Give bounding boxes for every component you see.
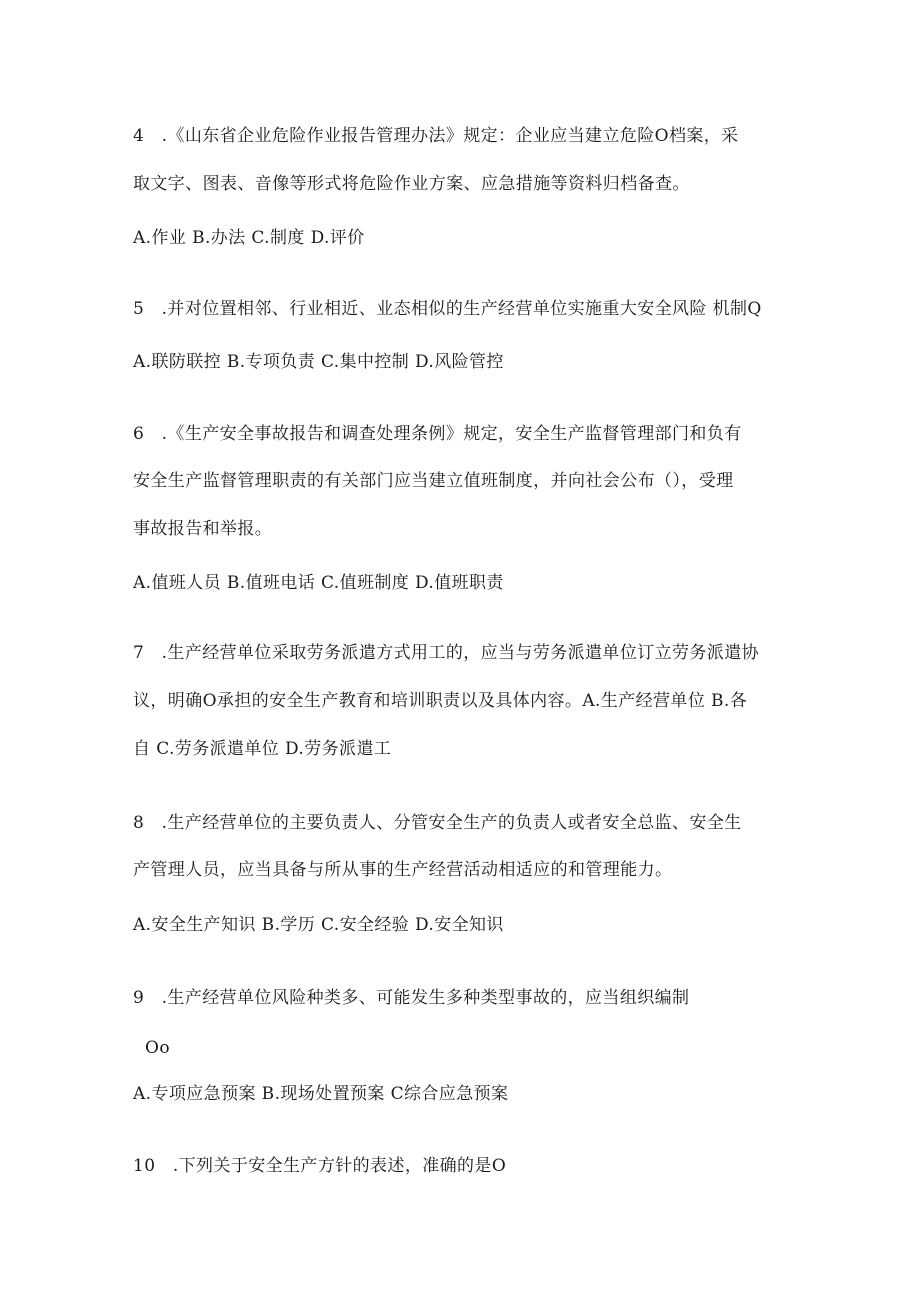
question-5-line-1: 5 .并对位置相邻、行业相近、业态相似的生产经营单位实施重大安全风险 机制Q — [133, 299, 762, 319]
question-4-options: A.作业 B.办法 C.制度 D.评价 — [133, 228, 365, 248]
question-8-line-2: 产管理人员，应当具备与所从事的生产经营活动相适应的和管理能力。 — [133, 860, 673, 880]
question-7-line-1: 7 .生产经营单位采取劳务派遣方式用工的，应当与劳务派遣单位订立劳务派遣协 — [133, 643, 760, 663]
question-6-options: A.值班人员 B.值班电话 C.值班制度 D.值班职责 — [133, 573, 504, 593]
question-5-options: A.联防联控 B.专项负责 C.集中控制 D.风险管控 — [133, 352, 504, 372]
question-10-line-1: 10 .下列关于安全生产方针的表述，准确的是O — [133, 1156, 507, 1176]
question-6-line-1: 6 .《生产安全事故报告和调查处理条例》规定，安全生产监督管理部门和负有 — [133, 424, 742, 444]
question-7-line-2: 议，明确O承担的安全生产教育和培训职责以及具体内容。A.生产经营单位 B.各 — [133, 691, 748, 711]
question-9-line-1: 9 .生产经营单位风险种类多、可能发生多种类型事故的，应当组织编制 — [133, 988, 690, 1008]
question-4-line-2: 取文字、图表、音像等形式将危险作业方案、应急措施等资料归档备查。 — [133, 174, 690, 194]
question-8-line-1: 8 .生产经营单位的主要负责人、分管安全生产的负责人或者安全总监、安全生 — [133, 813, 742, 833]
question-9-options: A.专项应急预案 B.现场处置预案 C综合应急预案 — [133, 1084, 509, 1104]
question-6-line-2: 安全生产监督管理职责的有关部门应当建立值班制度，并向社会公布（），受理 — [133, 471, 734, 491]
question-9-line-2: Oo — [145, 1038, 170, 1058]
question-8-options: A.安全生产知识 B.学历 C.安全经验 D.安全知识 — [133, 915, 504, 935]
question-7-line-3: 自 C.劳务派遣单位 D.劳务派遣工 — [133, 739, 392, 759]
question-6-line-3: 事故报告和举报。 — [133, 519, 273, 539]
question-4-line-1: 4 .《山东省企业危险作业报告管理办法》规定：企业应当建立危险O档案，采 — [133, 126, 739, 146]
